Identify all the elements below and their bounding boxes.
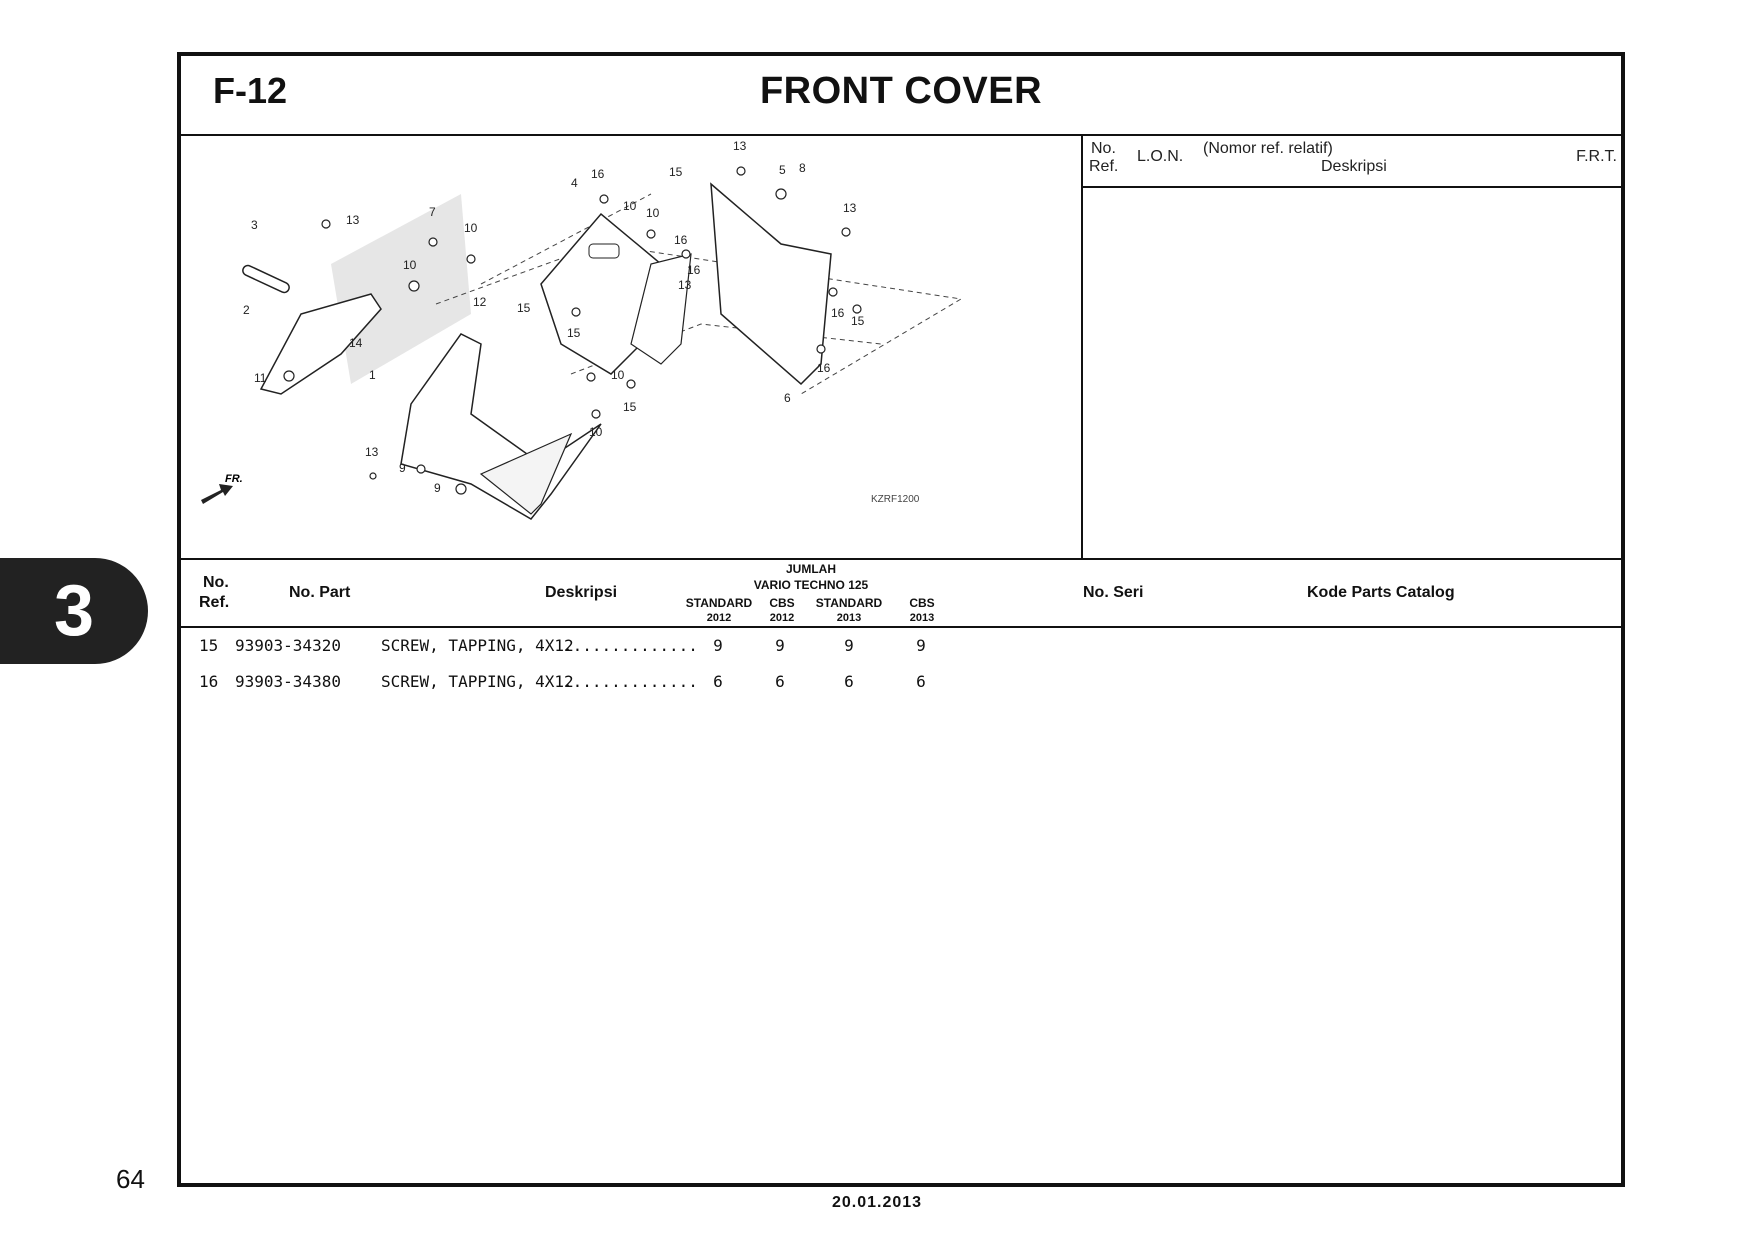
row-qty-cbs-2012: 9 <box>775 636 785 655</box>
col-jumlah: JUMLAH <box>786 562 836 576</box>
col-cbs-2013-line1: CBS <box>909 596 935 610</box>
col-std-2013-line2: 2013 <box>836 612 862 624</box>
row-qty-std-2012: 6 <box>713 672 723 691</box>
svg-text:13: 13 <box>733 139 747 153</box>
row-part-number: 93903-34380 <box>235 672 341 691</box>
svg-text:13: 13 <box>346 213 360 227</box>
nomor-ref-label: (Nomor ref. relatif) <box>1203 140 1333 157</box>
chapter-tab <box>0 558 148 664</box>
svg-text:3: 3 <box>251 218 258 232</box>
svg-text:11: 11 <box>254 371 267 385</box>
row-description: SCREW, TAPPING, 4X12 <box>381 636 574 655</box>
svg-text:15: 15 <box>669 165 683 179</box>
svg-text:13: 13 <box>843 201 857 215</box>
parts-table-header <box>181 558 1621 628</box>
row-qty-cbs-2012: 6 <box>775 672 785 691</box>
svg-text:9: 9 <box>399 461 406 475</box>
chapter-number: 3 <box>53 571 95 651</box>
svg-text:13: 13 <box>678 278 692 292</box>
front-direction-arrow-icon <box>201 484 233 504</box>
reference-header <box>1083 134 1625 188</box>
row-description: SCREW, TAPPING, 4X12 <box>381 672 574 691</box>
col-no-seri: No. Seri <box>1083 584 1144 601</box>
svg-text:10: 10 <box>611 368 625 382</box>
page-number: 64 <box>116 1164 145 1194</box>
row-leader-dots: .............. <box>563 672 698 691</box>
col-std-2012-line1: STANDARD <box>685 596 753 610</box>
table-row <box>181 664 1621 700</box>
svg-text:1: 1 <box>369 368 376 382</box>
row-ref: 16 <box>199 672 219 691</box>
svg-text:16: 16 <box>817 361 831 375</box>
col-cbs-2013-line2: 2013 <box>909 612 935 624</box>
svg-text:10: 10 <box>403 258 417 272</box>
part-inner-cover <box>711 184 831 384</box>
svg-text:16: 16 <box>674 233 688 247</box>
section-code: F-12 <box>213 70 288 111</box>
col-ref: Ref. <box>199 594 230 611</box>
svg-text:16: 16 <box>591 167 605 181</box>
svg-text:4: 4 <box>571 176 578 190</box>
part-bracket <box>241 264 291 294</box>
svg-text:10: 10 <box>623 199 637 213</box>
row-qty-cbs-2013: 6 <box>916 672 926 691</box>
row-ref: 15 <box>199 636 219 655</box>
ref-no-label: No. <box>1091 140 1116 157</box>
svg-text:10: 10 <box>646 206 660 220</box>
parts-diagram <box>181 134 1083 558</box>
table-row <box>181 628 1621 664</box>
lon-label: L.O.N. <box>1137 148 1184 165</box>
col-kode-parts: Kode Parts Catalog <box>1307 584 1455 601</box>
title-bar <box>181 56 1621 136</box>
direction-label: FR. <box>225 473 243 485</box>
svg-text:10: 10 <box>464 221 478 235</box>
svg-text:16: 16 <box>687 263 701 277</box>
col-std-2013-line1: STANDARD <box>815 596 883 610</box>
svg-text:5: 5 <box>779 163 786 177</box>
svg-text:10: 10 <box>589 425 603 439</box>
svg-text:16: 16 <box>831 306 845 320</box>
exploded-view-drawing <box>181 134 1081 558</box>
row-qty-cbs-2013: 9 <box>916 636 926 655</box>
row-qty-std-2013: 9 <box>844 636 854 655</box>
svg-text:9: 9 <box>434 481 441 495</box>
deskripsi-label: Deskripsi <box>1321 158 1387 175</box>
svg-text:15: 15 <box>567 326 581 340</box>
diagram-code: KZRF1200 <box>871 494 920 505</box>
svg-text:14: 14 <box>349 336 363 350</box>
catalog-frame <box>177 52 1625 1187</box>
part-front-cover <box>401 334 601 519</box>
svg-text:2: 2 <box>243 303 250 317</box>
col-cbs-2012-line1: CBS <box>769 596 795 610</box>
svg-text:6: 6 <box>784 391 791 405</box>
col-deskripsi: Deskripsi <box>545 584 618 601</box>
assembly-lines <box>436 194 961 394</box>
frt-label: F.R.T. <box>1576 148 1617 165</box>
ref-ref-label: Ref. <box>1089 158 1119 175</box>
svg-text:13: 13 <box>365 445 379 459</box>
svg-text:8: 8 <box>799 161 806 175</box>
svg-text:15: 15 <box>851 314 865 328</box>
print-date: 20.01.2013 <box>831 1194 923 1211</box>
col-std-2012-line2: 2012 <box>706 612 732 624</box>
svg-text:12: 12 <box>473 295 487 309</box>
row-qty-std-2013: 6 <box>844 672 854 691</box>
svg-text:7: 7 <box>429 205 436 219</box>
col-no: No. <box>203 574 229 591</box>
parts-table-body <box>181 628 1621 700</box>
row-leader-dots: .............. <box>563 636 698 655</box>
svg-text:15: 15 <box>623 400 637 414</box>
svg-text:15: 15 <box>517 301 531 315</box>
col-cbs-2012-line2: 2012 <box>769 612 795 624</box>
row-qty-std-2012: 9 <box>713 636 723 655</box>
row-part-number: 93903-34320 <box>235 636 341 655</box>
col-model: VARIO TECHNO 125 <box>753 578 869 592</box>
page-title: FRONT COVER <box>759 70 1043 112</box>
col-no-part: No. Part <box>289 584 351 601</box>
